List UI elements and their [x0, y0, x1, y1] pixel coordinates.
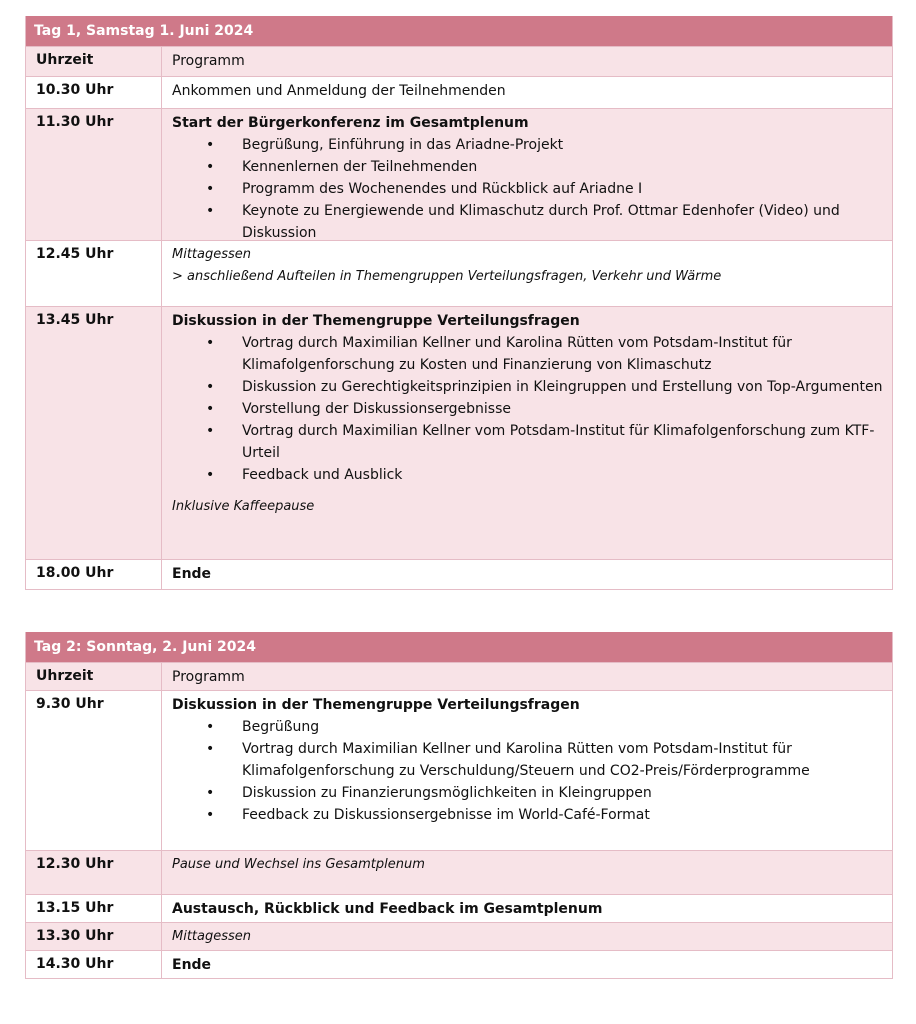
session-title: Ende [172, 957, 212, 973]
table-row [26, 850, 892, 894]
list-item: • Feedback zu Diskussionsergebnisse im World-Café-Format [172, 804, 884, 826]
bullet-list [172, 716, 884, 826]
column-header-time: Uhrzeit [26, 663, 162, 690]
row-time: 12.45 Uhr [26, 241, 162, 306]
session-title: Austausch, Rückblick und Feedback im Gesamtplenum [172, 901, 603, 917]
row-time: 13.30 Uhr [26, 923, 162, 950]
table-row [26, 690, 892, 850]
row-time: 10.30 Uhr [26, 77, 162, 108]
list-item: • Diskussion zu Finanzierungsmöglichkeiten in Kleingruppen [172, 782, 884, 804]
row-time: 11.30 Uhr [26, 109, 162, 240]
row-content [162, 307, 892, 559]
bullet-list [172, 134, 884, 244]
list-item: • Diskussion zu Gerechtigkeitsprinzipien in Kleingruppen und Erstellung von Top-Argumenten [172, 376, 884, 398]
bullet-list [172, 332, 884, 486]
row-note: Inklusive Kaffeepause [172, 499, 315, 514]
table-row [26, 240, 892, 306]
list-item: • Begrüßung [172, 716, 884, 738]
row-time: 18.00 Uhr [26, 560, 162, 589]
row-text: Ankommen und Anmeldung der Teilnehmenden [172, 83, 506, 99]
table-row [26, 894, 892, 922]
row-time: 9.30 Uhr [26, 691, 162, 850]
session-title: Start der Bürgerkonferenz im Gesamtplenum [172, 115, 529, 131]
table-row [26, 559, 892, 589]
row-time: 13.15 Uhr [26, 895, 162, 922]
table-row [26, 306, 892, 559]
schedule-table-day1 [25, 16, 893, 590]
row-text-italic: Pause und Wechsel ins Gesamtplenum [172, 857, 425, 872]
table-row [26, 76, 892, 108]
column-header-time: Uhrzeit [26, 47, 162, 76]
column-header-row [26, 46, 892, 76]
list-item: • Vortrag durch Maximilian Kellner und Karolina Rütten vom Potsdam-Institut für Klimafolgenforschung zu Verschuldung/Steuern und CO2-Preis/Förderprogramme [172, 738, 884, 782]
row-content [162, 109, 892, 240]
list-item: • Begrüßung, Einführung in das Ariadne-Projekt [172, 134, 884, 156]
table-row [26, 950, 892, 978]
list-item: • Kennenlernen der Teilnehmenden [172, 156, 884, 178]
table-row [26, 922, 892, 950]
list-item: • Keynote zu Energiewende und Klimaschutz durch Prof. Ottmar Edenhofer (Video) und Diskussion [172, 200, 884, 244]
table-row [26, 108, 892, 240]
list-item: • Feedback und Ausblick [172, 464, 884, 486]
row-time: 12.30 Uhr [26, 851, 162, 894]
session-title: Diskussion in der Themengruppe Verteilungsfragen [172, 313, 580, 329]
row-text-italic: > anschließend Aufteilen in Themengruppen Verteilungsfragen, Verkehr und Wärme [172, 269, 722, 284]
list-item: • Programm des Wochenendes und Rückblick auf Ariadne I [172, 178, 884, 200]
list-item: • Vortrag durch Maximilian Kellner und Karolina Rütten vom Potsdam-Institut für Klimafolgenforschung zu Kosten und Finanzierung von Klimaschutz [172, 332, 884, 376]
session-title: Diskussion in der Themengruppe Verteilungsfragen [172, 697, 580, 713]
list-item: • Vortrag durch Maximilian Kellner vom Potsdam-Institut für Klimafolgenforschung zum KTF-Urteil [172, 420, 884, 464]
row-time: 13.45 Uhr [26, 307, 162, 559]
row-text-italic: Mittagessen [172, 247, 252, 262]
column-header-row [26, 662, 892, 690]
row-content [162, 241, 892, 306]
column-header-program: Programm [172, 53, 245, 69]
row-time: 14.30 Uhr [26, 951, 162, 978]
list-item: • Vorstellung der Diskussionsergebnisse [172, 398, 884, 420]
schedule-table-day2 [25, 632, 893, 979]
session-title: Ende [172, 566, 212, 582]
day-header: Tag 2: Sonntag, 2. Juni 2024 [26, 632, 892, 662]
day-header: Tag 1, Samstag 1. Juni 2024 [26, 16, 892, 46]
row-text-italic: Mittagessen [172, 929, 252, 944]
row-content [162, 691, 892, 850]
column-header-program: Programm [172, 669, 245, 685]
